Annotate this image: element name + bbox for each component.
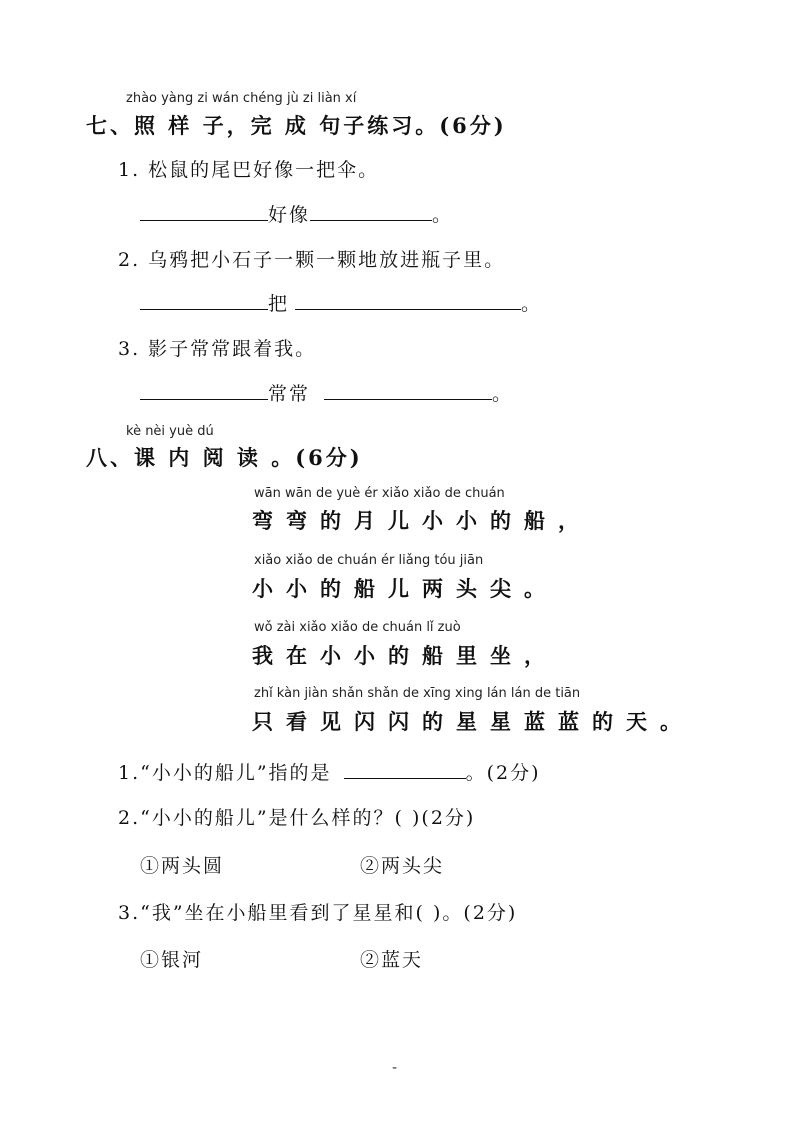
keyword: 把: [268, 293, 290, 315]
poem-line3-text: 我在小小的船里坐，: [252, 643, 558, 668]
keyword: 好像: [268, 204, 311, 226]
section7-item3-fill: [140, 379, 513, 406]
answer-blank[interactable]: [140, 202, 268, 221]
question2: 2.“小小的船儿”是什么样的？( )(2分): [118, 807, 476, 829]
poem-line2-pinyin: xiǎo xiǎo de chuán ér liǎng tóu jiān: [254, 553, 484, 568]
poem-line3-pinyin: wǒ zài xiǎo xiǎo de chuán lǐ zuò: [254, 620, 461, 635]
question1: [118, 758, 540, 785]
section8-pinyin: kè nèi yuè dú: [126, 424, 214, 439]
answer-blank[interactable]: [140, 291, 268, 310]
answer-blank[interactable]: [295, 291, 521, 310]
answer-blank[interactable]: [140, 381, 268, 400]
poem-line4-text: 只看见闪闪的星星蓝蓝的天。: [252, 709, 694, 734]
end-punct: 。: [492, 383, 514, 405]
section7-pinyin: zhào yàng zi wán chéng jù zi liàn xí: [126, 91, 357, 106]
footer-mark: -: [392, 1060, 398, 1076]
section7-item3-sentence: 3. 影子常常跟着我。: [118, 338, 317, 360]
question1-suffix: 。(2分): [465, 762, 541, 784]
end-punct: 。: [432, 204, 454, 226]
answer-blank[interactable]: [324, 381, 492, 400]
keyword: 常常: [268, 383, 311, 405]
poem-line1-pinyin: wān wān de yuè ér xiǎo xiǎo de chuán: [254, 486, 505, 501]
poem-line2-text: 小小的船儿两头尖。: [252, 576, 558, 601]
question2-option1[interactable]: ①两头圆: [140, 855, 225, 877]
section8-title: 八、课 内 阅 读 。(6分): [86, 445, 363, 470]
poem-line4-pinyin: zhǐ kàn jiàn shǎn shǎn de xīng xing lán lán de tiān: [254, 686, 581, 701]
end-punct: 。: [521, 293, 543, 315]
answer-blank[interactable]: [344, 760, 466, 779]
section7-item1-fill: [140, 200, 453, 227]
section7-item1-sentence: 1. 松鼠的尾巴好像一把伞。: [118, 159, 380, 181]
question3-option1[interactable]: ①银河: [140, 949, 204, 971]
answer-blank[interactable]: [310, 202, 432, 221]
question3-option2[interactable]: ②蓝天: [360, 949, 424, 971]
question1-prefix: 1.“小小的船儿”指的是: [118, 762, 332, 784]
section7-item2-sentence: 2. 乌鸦把小石子一颗一颗地放进瓶子里。: [118, 249, 506, 271]
section7-title: 七、照 样 子，完 成 句子练习。(6分): [86, 113, 507, 138]
question3: 3.“我”坐在小船里看到了星星和( )。(2分): [118, 902, 518, 924]
poem-line1-text: 弯弯的月儿小小的船，: [252, 508, 592, 533]
question2-option2[interactable]: ②两头尖: [360, 855, 445, 877]
section7-item2-fill: [140, 289, 542, 316]
